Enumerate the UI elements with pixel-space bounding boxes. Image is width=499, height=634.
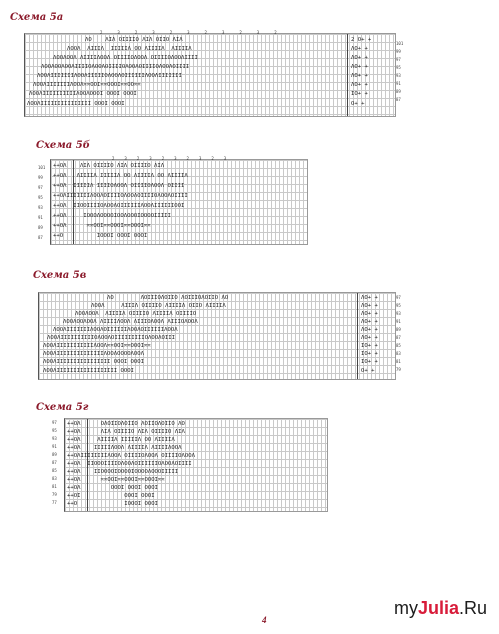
chart-side-row: O+ + [351,101,365,107]
chart-row: ΛOOΛIIIIIIIIIIIΛOOΛ≍≍OOI≍≍OOOI≍≍ [43,343,151,349]
chart-row: ++O IOOOI OOOI OOOI [53,233,148,239]
chart-side-row: ΛO+ + [351,73,368,79]
top-mark: 2 [112,156,125,161]
row-number: 91 [396,319,401,324]
chart-side-row: IO+ + [351,91,368,97]
row-number: 87 [52,460,57,465]
row-number: 93 [38,205,43,210]
top-marks-5b [112,156,236,161]
row-number: 97 [52,420,57,425]
row-number: 91 [396,81,401,86]
chart-side-row: IO+ + [361,351,378,357]
chart-row: ΛOOΛIIIIIIIIIIIIIIΛOOΛOOOOΛOOΛ [43,351,145,357]
row-number: 87 [396,97,401,102]
chart-row: ++OΛ IIOOIIIIOΛOOΛOIIIIIIΛOOΛIIIIIIOOI [53,203,185,209]
chart-side-row: IO+ + [361,343,378,349]
row-number: 81 [396,359,401,364]
top-mark: 3 [124,156,137,161]
chart-side-row: ΛO+ + [361,311,378,317]
chart-side-row: ΛO+ + [351,55,368,61]
chart-row: ++OΛ ≍≍OOI≍≍OOOI≍≍OOOI≍≍ [67,477,165,483]
chart-side-row: ΛO+ + [361,295,378,301]
row-number: 91 [38,215,43,220]
page-number: 4 [262,615,267,625]
top-mark: 2 [186,156,199,161]
top-mark: 2 [274,30,292,35]
chart-row: ++OΛ OOOI OOOI OOOI [67,485,158,491]
watermark-ru: .Ru [458,598,487,618]
row-number: 93 [396,311,401,316]
row-numbers-5b [38,163,45,243]
site-watermark [394,598,487,619]
row-number: 99 [38,175,43,180]
knitting-chart-5v [38,292,396,380]
row-number: 89 [396,327,401,332]
chart-row: ++OΛ IIOOOIIIIOΛOOΛOIIIIIIOΛOOΛOIIII [67,461,192,467]
chart-side-row: ΛO+ + [361,303,378,309]
chart-row: ΛOOΛOOΛOOΛIIIIOΛOOΛOIIIIOΛOOΛOIIIIOΛOOΛOIIII [41,64,190,70]
chart-row: ΛOOΛIIIIIIIIIIΛOOΛOOOI OOOI OOOI [29,91,137,97]
chart-side-row: 2 O+ + [351,37,372,43]
top-mark: 3 [198,156,212,161]
top-mark: 2 [134,30,153,35]
row-number: 101 [38,165,46,170]
top-mark: 3 [174,156,187,161]
watermark-my: my [393,598,418,618]
row-number: 97 [38,185,43,190]
row-number: 95 [38,195,43,200]
chart-side-row: ΛO+ + [361,335,378,341]
row-numbers-5a [396,40,403,104]
chart-title-5v: Схема 5в [33,270,87,281]
chart-row: ++O IOOOI OOOI [67,501,158,507]
chart-row: ++OΛ ΛIΛ OIIIIO ΛIΛ OIIIIO ΛIΛ [53,163,165,169]
chart-row: ΛOOΛIIIIIIIIIIIIIIIIII OOOI [43,368,134,374]
chart-side-row: IO+ + [361,359,378,365]
row-number: 91 [52,444,57,449]
row-number: 79 [396,367,401,372]
chart-row: ΛOOΛIIIIIIIΛOOΛOIIIIIIΛOOΛOIIIIIIΛOOΛ [53,327,178,333]
top-mark: 3 [223,156,237,161]
chart-side-row: ΛO+ + [351,46,368,52]
row-number: 89 [396,89,401,94]
chart-row: ++OΛIIIIIIIIΛOOΛ OIIIIOΛOOΛ OIIIIOΛOOΛ [67,453,195,459]
row-number: 85 [52,468,57,473]
row-number: 87 [38,235,43,240]
chart-row: ΛOOΛIIIIIIIΛOOΛ≍≍OOI≍≍OOOI≍≍OO≍≍ [33,82,141,88]
top-mark: 2 [239,30,257,35]
row-number: 95 [52,428,57,433]
chart-row: ++OΛ ≍≍OOI≍≍OOOI≍≍OOOI≍≍ [53,223,151,229]
row-number: 81 [52,484,57,489]
chart-title-5b: Схема 5б [36,140,90,151]
top-marks-5a [100,30,292,35]
chart-row: ΛOOΛOOΛOOΛ ΛIIIIΛOOΛ ΛIIIOΛOOΛ ΛIIIOΛOOΛ [63,319,198,325]
chart-row: ++OΛ OΛOIIOΛOIIO ΛOIIOΛOIIO ΛO [67,421,185,427]
chart-row: ++OΛ IIIIIΛOOΛ ΛIIIIΛ ΛIIIIΛOOΛ [67,445,182,451]
chart-row: ++OΛ IOOOΛOOOOIOOΛOOOIOOOOIIIII [53,213,171,219]
chart-row: ++OΛ ΛIIIIΛ IIIIIΛ OO ΛIIIIΛ [67,437,175,443]
chart-row: ++OΛ IIOOOOIOOOOIOOOOΛOOOIIIII [67,469,179,475]
top-mark: 2 [169,30,188,35]
chart-row: ΛOOΛIIIIIIIIIIOΛOOΛOIIIIIIIIIOΛOOΛOIII [47,335,175,341]
chart-title-5g: Схема 5г [36,402,89,413]
chart-side-row: O+ + [361,368,375,374]
row-number: 85 [396,343,401,348]
row-number: 95 [396,303,401,308]
row-number: 83 [396,351,401,356]
row-number: 97 [396,295,401,300]
chart-side-row: ΛO+ + [361,327,378,333]
top-mark: 3 [117,30,135,35]
chart-row: ++OI OOOI OOOI [67,493,155,499]
top-mark: 3 [221,30,240,35]
top-mark: 2 [204,30,222,35]
chart-row: ΛOOΛIIIIIIIIIIIIIIII OOOI OOOI [43,359,145,365]
chart-row: ΛO ΛIΛ OIIIIO ΛIΛ OIIO ΛIΛ [85,37,183,43]
chart-row: ++OΛ ΛIIIIΛ IIIIIΛ OO ΛIIIIΛ OO ΛIIIIΛ [53,173,188,179]
row-number: 83 [52,476,57,481]
chart-row: ΛOOΛOOΛ ΛIIIIΛOOΛ OIIIIOΛOOΛ OIIIIOΛOOΛIIII [53,55,198,61]
row-number: 87 [396,335,401,340]
chart-title-5a: Схема 5а [10,12,64,23]
row-number: 97 [396,57,401,62]
top-mark: 3 [187,30,205,35]
chart-row: ΛOOΛIIIIIIIIIIIIIII OOOI OOOI [27,101,125,107]
watermark-julia: Julia [417,598,459,618]
knitting-chart-5b [50,159,308,245]
chart-side-row: ΛO+ + [361,319,378,325]
row-number: 95 [396,65,401,70]
chart-row: ++OΛ ΛIΛ OIIIIO ΛIΛ OIIIIO ΛIΛ [67,429,185,435]
chart-row: ΛOOΛ ΛIIIΛ IIIIIΛ OO ΛIIIIΛ ΛIIIIΛ [67,46,192,52]
row-number: 99 [396,49,401,54]
chart-row: ΛOOΛ ΛIIIΛ OIIIIO ΛIIIIΛ OIIO ΛIIIIΛ [91,303,226,309]
top-mark: 2 [100,30,118,35]
knitting-chart-5a [24,33,396,117]
row-number: 93 [52,436,57,441]
chart-side-row: ΛO+ + [351,82,368,88]
row-number: 79 [52,492,57,497]
top-mark: 3 [256,30,275,35]
chart-row: ++OΛIIIIIIIΛOOΛOIIIIOΛOOΛOIIIIOΛOOΛOIIII [53,193,188,199]
chart-row: ΛOOΛOOΛ ΛIIIIΛ OIIIIO ΛIIIIΛ OIIIIO [75,311,197,317]
chart-row: ++OΛ IIIIIΛ IIIIOΛOOΛ OIIIIOΛOOΛ OIIII [53,183,185,189]
row-numbers-5g [52,419,57,507]
top-mark: 3 [152,30,170,35]
top-mark: 3 [149,156,162,161]
top-mark: 2 [211,156,224,161]
knitting-chart-5g [64,418,328,512]
row-number: 101 [396,41,404,46]
chart-row: ΛOOΛIIIIIIIΛOOΛIIIIIOΛOOΛOIIIIIIΛOOΛIIIIIII [37,73,182,79]
chart-row: ΛO ΛOIIIOΛOIIO ΛOIIIOΛOIIO ΛO [107,295,229,301]
chart-side-row: ΛO+ + [351,64,368,70]
row-number: 77 [52,500,57,505]
row-number: 89 [52,452,57,457]
row-number: 93 [396,73,401,78]
top-mark: 2 [136,156,150,161]
row-numbers-5v [396,294,401,374]
row-number: 89 [38,225,43,230]
top-mark: 2 [161,156,175,161]
